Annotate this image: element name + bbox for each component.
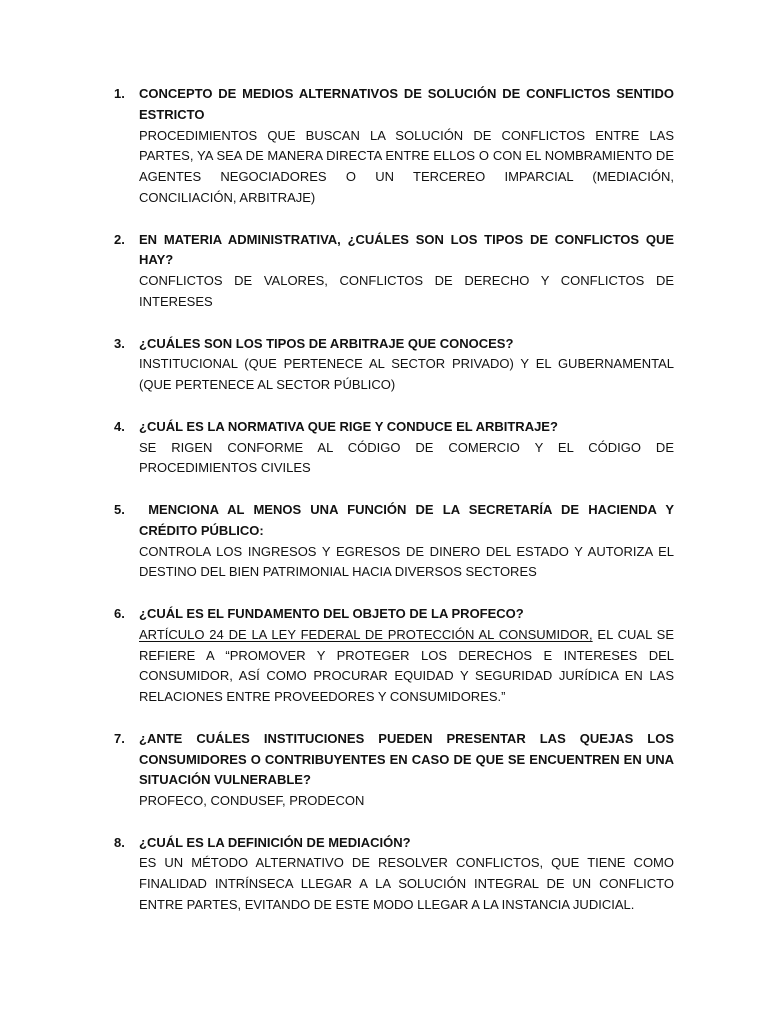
answer-continuation: EL CUAL SE REFIERE A “PROMOVER Y PROTEGER LOS DERECHOS E INTERESES DEL CONSUMIDOR, ASÍ COMO PROCURAR EQUIDAD Y SEGURIDAD JURÍDICA EN LAS RELACIONES ENTRE PROVEEDORES Y CONSUMIDORES.” [139, 626, 674, 705]
answer-text: SE RIGEN CONFORME AL CÓDIGO DE COMERCIO Y EL CÓDIGO DE PROCEDIMIENTOS CIVILES [139, 439, 674, 476]
qa-item-2 [0, 230, 768, 313]
item-number: 5. [114, 501, 125, 517]
question-text: ¿ANTE CUÁLES INSTITUCIONES PUEDEN PRESENTAR LAS QUEJAS LOS CONSUMIDORES O CONTRIBUYENTES EN CASO DE QUE SE ENCUENTREN EN UNA SITUACIÓN VULNERABLE? [139, 730, 674, 788]
qa-item-3 [0, 334, 768, 396]
answer-text: CONTROLA LOS INGRESOS Y EGRESOS DE DINERO DEL ESTADO Y AUTORIZA EL DESTINO DEL BIEN PATRIMONIAL HACIA DIVERSOS SECTORES [139, 543, 674, 580]
qa-item-8 [0, 833, 768, 916]
item-number: 2. [114, 231, 125, 247]
item-number: 6. [114, 605, 125, 621]
item-number: 3. [114, 335, 125, 351]
question-text: ¿CUÁL ES LA NORMATIVA QUE RIGE Y CONDUCE EL ARBITRAJE? [139, 418, 558, 434]
law-reference: ARTÍCULO 24 DE LA LEY FEDERAL DE PROTECCIÓN AL CONSUMIDOR, [139, 626, 593, 642]
item-number: 7. [114, 730, 125, 746]
item-number: 4. [114, 418, 125, 434]
answer-text [139, 625, 674, 708]
item-number: 1. [114, 86, 125, 101]
question-text: ¿CUÁL ES EL FUNDAMENTO DEL OBJETO DE LA PROFECO? [139, 605, 524, 621]
qa-item-7 [0, 729, 768, 812]
question-text: MENCIONA AL MENOS UNA FUNCIÓN DE LA SECRETARÍA DE HACIENDA Y CRÉDITO PÚBLICO: [139, 501, 678, 538]
answer-text: PROFECO, CONDUSEF, PRODECON [139, 793, 365, 809]
question-text: ¿CUÁLES SON LOS TIPOS DE ARBITRAJE QUE CONOCES? [139, 335, 514, 351]
answer-text: INSTITUCIONAL (QUE PERTENECE AL SECTOR PRIVADO) Y EL GUBERNAMENTAL (QUE PERTENECE AL SECTOR PÚBLICO) [139, 356, 674, 393]
qa-item-1 [0, 84, 768, 209]
question-text: EN MATERIA ADMINISTRATIVA, ¿CUÁLES SON LOS TIPOS DE CONFLICTOS QUE HAY? [139, 231, 674, 268]
answer-text: PROCEDIMIENTOS QUE BUSCAN LA SOLUCIÓN DE CONFLICTOS ENTRE LAS PARTES, YA SEA DE MANERA DIRECTA ENTRE ELLOS O CON EL NOMBRAMIENTO DE AGENTES NEGOCIADORES O UN TERCEREO IMPARCIAL (MEDIACIÓN, CONCILIACIÓN, ARBITRAJE) [139, 127, 674, 205]
qa-item-6 [0, 604, 768, 708]
answer-text: CONFLICTOS DE VALORES, CONFLICTOS DE DERECHO Y CONFLICTOS DE INTERESES [139, 273, 674, 309]
document-body [0, 84, 768, 937]
qa-item-5 [0, 500, 768, 583]
answer-text: ES UN MÉTODO ALTERNATIVO DE RESOLVER CONFLICTOS, QUE TIENE COMO FINALIDAD INTRÍNSECA LLEGAR A LA SOLUCIÓN INTEGRAL DE UN CONFLICTO ENTRE PARTES, EVITANDO DE ESTE MODO LLEGAR A LA INSTANCIA JUDICIAL. [139, 855, 674, 913]
question-text: ¿CUÁL ES LA DEFINICIÓN DE MEDIACIÓN? [139, 834, 411, 850]
item-number: 8. [114, 834, 125, 850]
question-text: CONCEPTO DE MEDIOS ALTERNATIVOS DE SOLUCIÓN DE CONFLICTOS SENTIDO ESTRICTO [139, 86, 674, 122]
qa-item-4 [0, 417, 768, 479]
